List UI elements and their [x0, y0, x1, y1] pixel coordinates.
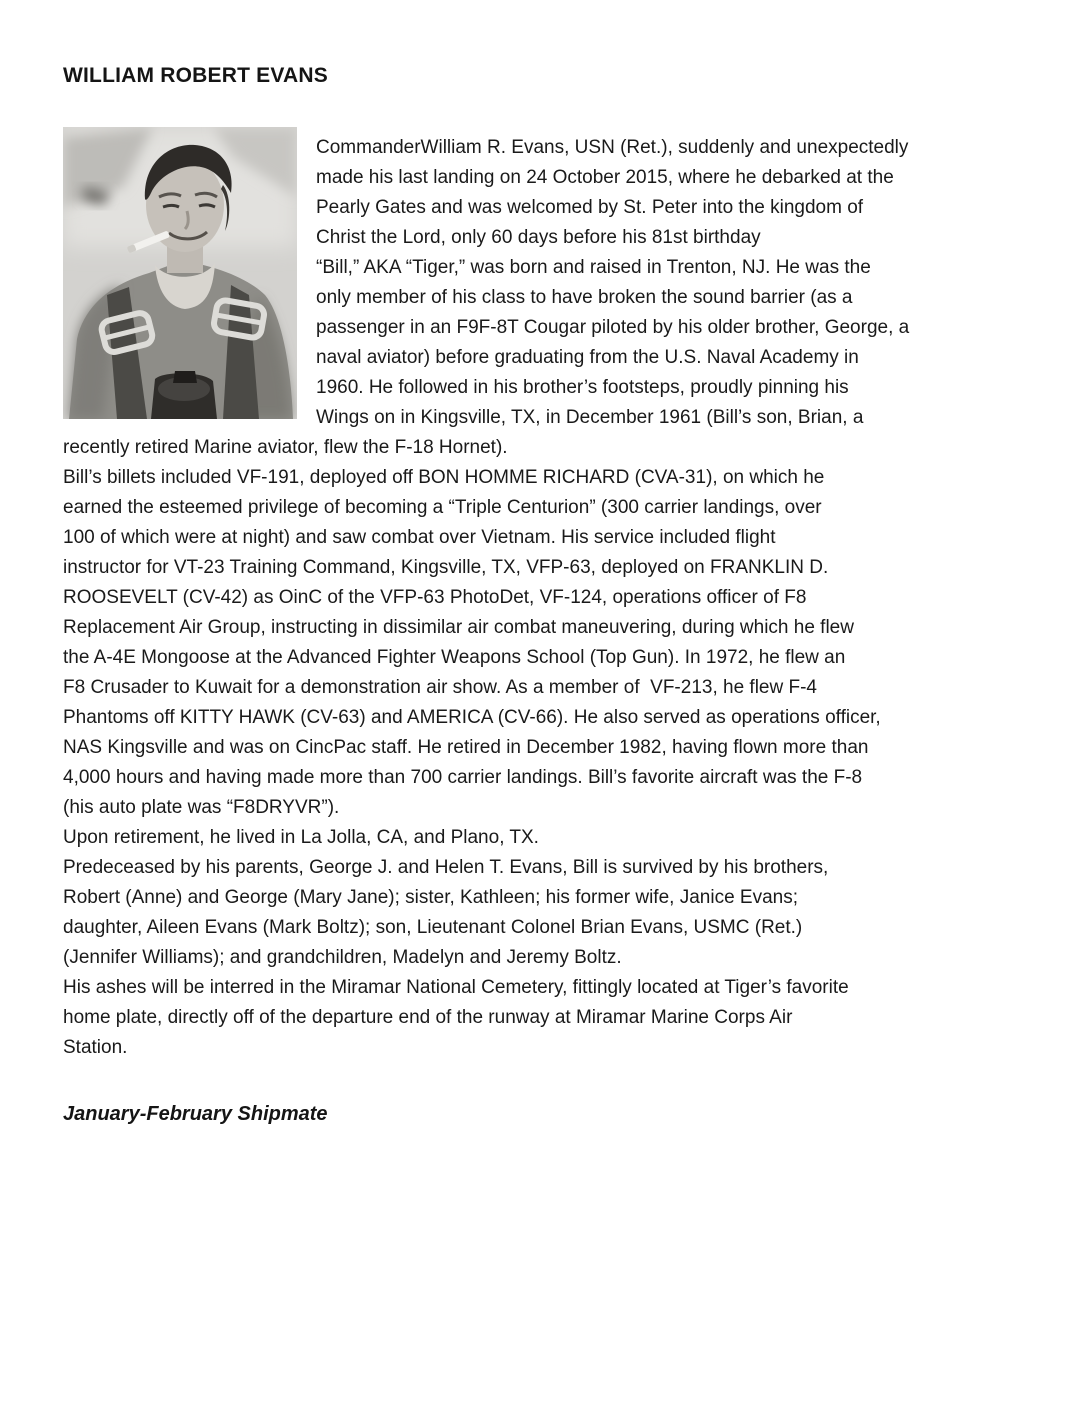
page-content: [63, 64, 1025, 1129]
page-title: WILLIAM ROBERT EVANS: [63, 64, 328, 87]
body-line: ROOSEVELT (CV-42) as OinC of the VFP-63 PhotoDet, VF-124, operations officer of F8: [63, 587, 807, 608]
body-line: NAS Kingsville and was on CincPac staff. He retired in December 1982, having flown more than: [63, 737, 869, 758]
body-line: naval aviator) before graduating from the U.S. Naval Academy in: [316, 347, 859, 368]
body-line: Pearly Gates and was welcomed by St. Peter into the kingdom of: [316, 197, 864, 218]
body-line: recently retired Marine aviator, flew the F-18 Hornet).: [63, 437, 508, 458]
body-line: daughter, Aileen Evans (Mark Boltz); son, Lieutenant Colonel Brian Evans, USMC (Ret.): [63, 917, 803, 938]
body-line: Bill’s billets included VF-191, deployed off BON HOMME RICHARD (CVA-31), on which he: [63, 467, 825, 488]
body-line: Replacement Air Group, instructing in dissimilar air combat maneuvering, during which he flew: [63, 617, 854, 638]
body-line: made his last landing on 24 October 2015, where he debarked at the: [316, 167, 894, 188]
body-line: home plate, directly off of the departure end of the runway at Miramar Marine Corps Air: [63, 1007, 793, 1028]
body-line: 100 of which were at night) and saw combat over Vietnam. His service included flight: [63, 527, 776, 548]
body-line: Phantoms off KITTY HAWK (CV-63) and AMERICA (CV-66). He also served as operations officer,: [63, 707, 881, 728]
body-line: (his auto plate was “F8DRYVR”).: [63, 797, 340, 818]
source-citation: January-February Shipmate: [63, 1103, 328, 1125]
body-line: instructor for VT-23 Training Command, Kingsville, TX, VFP-63, deployed on FRANKLIN D.: [63, 557, 829, 578]
body-line: 1960. He followed in his brother’s footsteps, proudly pinning his: [316, 377, 849, 398]
body-line: earned the esteemed privilege of becoming a “Triple Centurion” (300 carrier landings, over: [63, 497, 822, 518]
body-line: 4,000 hours and having made more than 700 carrier landings. Bill’s favorite aircraft was the F-8: [63, 767, 863, 788]
aviator-portrait-photo: [63, 127, 297, 419]
body-line: His ashes will be interred in the Miramar National Cemetery, fittingly located at Tiger’s favorite: [63, 977, 849, 998]
body-line: Predeceased by his parents, George J. and Helen T. Evans, Bill is survived by his brothers,: [63, 857, 829, 878]
body-line: F8 Crusader to Kuwait for a demonstration air show. As a member of VF-213, he flew F-4: [63, 677, 817, 698]
body-line: Wings on in Kingsville, TX, in December 1961 (Bill’s son, Brian, a: [316, 407, 864, 428]
body-line: Robert (Anne) and George (Mary Jane); sister, Kathleen; his former wife, Janice Evans;: [63, 887, 798, 908]
body-line: (Jennifer Williams); and grandchildren, Madelyn and Jeremy Boltz.: [63, 947, 622, 968]
body-line: CommanderWilliam R. Evans, USN (Ret.), suddenly and unexpectedly: [316, 137, 909, 158]
body-line: the A-4E Mongoose at the Advanced Fighter Weapons School (Top Gun). In 1972, he flew an: [63, 647, 846, 668]
obituary-body: [63, 133, 1025, 1063]
body-line: Upon retirement, he lived in La Jolla, CA, and Plano, TX.: [63, 827, 539, 848]
portrait-photo-graphic: [63, 127, 297, 419]
body-line: Station.: [63, 1037, 128, 1058]
body-line: “Bill,” AKA “Tiger,” was born and raised in Trenton, NJ. He was the: [316, 257, 871, 278]
body-line: Christ the Lord, only 60 days before his 81st birthday: [316, 227, 761, 248]
body-line: only member of his class to have broken the sound barrier (as a: [316, 287, 853, 308]
body-line: passenger in an F9F-8T Cougar piloted by his older brother, George, a: [316, 317, 910, 338]
